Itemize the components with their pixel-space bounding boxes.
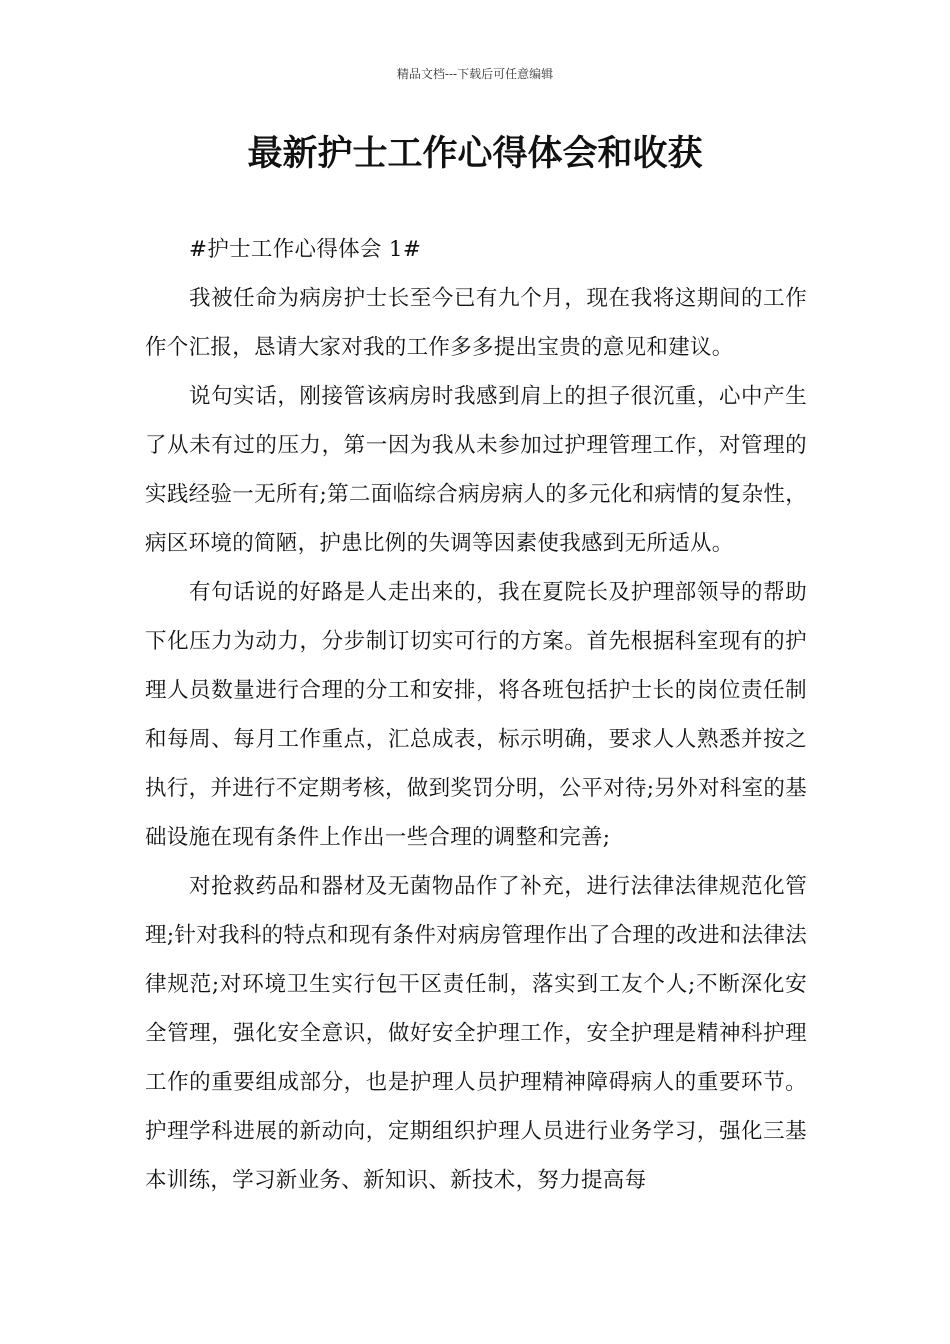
document-title: 最新护士工作心得体会和收获: [247, 134, 703, 174]
paragraph-4: 对抢救药品和器材及无菌物品作了补充，进行法律法律规范化管理;针对我科的特点和现有条件对病房管理作出了合理的改进和法律法律规范;对环境卫生实行包干区责任制，落实到工友个人;不断深化安全管理，强化安全意识，做好安全护理工作，安全护理是精神科护理工作的重要组成部分，也是护理人员护理精神障碍病人的重要环节。护理学科进展的新动向，定期组织护理人员进行业务学习，强化三基本训练，学习新业务、新知识、新技术，努力提高每: [145, 874, 807, 1193]
paragraph-3: 有句话说的好路是人走出来的，我在夏院长及护理部领导的帮助下化压力为动力，分步制订切实可行的方案。首先根据科室现有的护理人员数量进行合理的分工和安排，将各班包括护士长的岗位责任制和每周、每月工作重点，汇总成表，标示明确，要求人人熟悉并按之执行，并进行不定期考核，做到奖罚分明，公平对待;另外对科室的基础设施在现有条件上作出一些合理的调整和完善;: [145, 580, 807, 850]
section-heading: #护士工作心得体会 1#: [189, 237, 422, 262]
document-body: [145, 225, 807, 1205]
page-header: 精品文档---下载后可任意编辑: [396, 67, 554, 81]
paragraph-1: 我被任命为病房护士长至今已有九个月，现在我将这期间的工作作个汇报，恳请大家对我的工作多多提出宝贵的意见和建议。: [145, 286, 807, 360]
paragraph-2: 说句实话，刚接管该病房时我感到肩上的担子很沉重，心中产生了从未有过的压力，第一因为我从未参加过护理管理工作，对管理的实践经验一无所有;第二面临综合病房病人的多元化和病情的复杂性，病区环境的简陋，护患比例的失调等因素使我感到无所适从。: [145, 384, 807, 556]
